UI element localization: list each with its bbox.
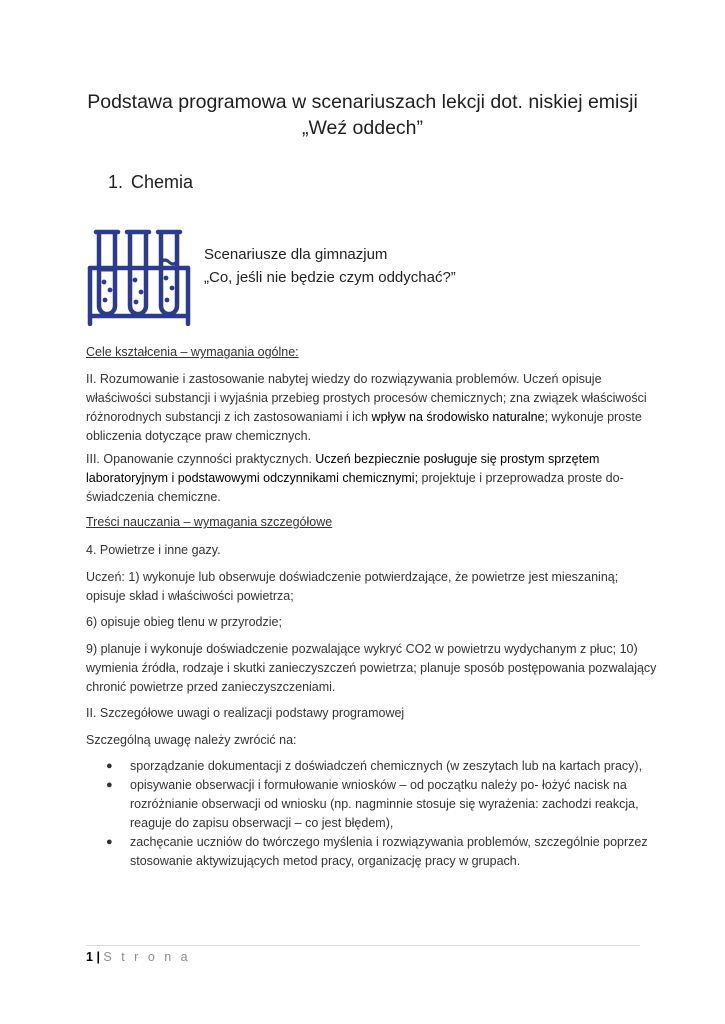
goal-3-highlight: Uczeń bezpiecznie posługuje się prostym sprzętem [315, 452, 600, 466]
goal-2-highlight: wpływ na środowisko naturalne [371, 410, 545, 424]
goal-3-text: projektuje i przeprowadza proste do- [418, 471, 624, 485]
goal-3-paragraph [86, 450, 646, 507]
bullet-item [86, 757, 646, 776]
item-1-line: Uczeń: 1) wykonuje lub obserwuje doświadczenie potwierdzające, że powietrze jest mieszaniną; [86, 570, 619, 584]
footer-divider [86, 945, 640, 946]
section-heading [108, 172, 193, 193]
bullet-item [86, 833, 646, 871]
bullet-item [86, 776, 646, 833]
content-heading: Treści nauczania – wymagania szczegółowe [86, 515, 333, 529]
item-9-line: chronić powietrze przed zanieczyszczeniami. [86, 680, 336, 694]
bullet-line: rozróżnianie obserwacji od wniosku (np. nagminnie stosuje się wyrażenia: zachodzi reakcja, [130, 797, 639, 811]
test-tubes-icon [84, 226, 194, 326]
page-number: 1 [86, 950, 93, 964]
item-9-line: wymienia źródła, rodzaje i skutki zanieczyszczeń powietrza; planuje sposób postępowania pozwalający [86, 661, 657, 675]
bullet-icon: ● [106, 836, 113, 848]
scenario-line-2: „Co, jeśli nie będzie czym oddychać?” [204, 269, 456, 286]
remarks-heading: II. Szczegółowe uwagi o realizacji podstawy programowej [86, 706, 405, 720]
bullet-line: reaguje do zapisu obserwacji – co jest błędem), [130, 816, 394, 830]
bullet-line: opisywanie obserwacji i formułowanie wniosków – od początku należy po- łożyć nacisk na [130, 778, 627, 792]
goals-heading: Cele kształcenia – wymagania ogólne: [86, 345, 299, 359]
footer-separator: | [96, 950, 100, 964]
item-6: 6) opisuje obieg tlenu w przyrodzie; [86, 615, 282, 629]
goal-3-text: III. Opanowanie czynności praktycznych. [86, 452, 316, 466]
page-label: S t r o n a [103, 950, 191, 964]
page-footer [86, 950, 191, 964]
goal-2-line: II. Rozumowanie i zastosowanie nabytej wiedzy do rozwiązywania problemów. Uczeń opisuje [86, 372, 602, 386]
attention-text: Szczególną uwagę należy zwrócić na: [86, 733, 297, 747]
item-9-paragraph [86, 640, 657, 697]
goal-3-line [86, 469, 646, 488]
bullet-icon: ● [106, 779, 113, 791]
section-number: 1. [108, 172, 124, 192]
goal-3-line [86, 450, 646, 469]
goal-2-line: obliczenia dotyczące praw chemicznych. [86, 429, 312, 443]
bullet-icon: ● [106, 760, 113, 772]
document-title-line-2: „Weź oddech” [301, 117, 424, 139]
bullet-line: zachęcanie uczniów do twórczego myślenia i rozwiązywania problemów, szczególnie poprzez [130, 835, 648, 849]
goal-2-line [86, 408, 646, 427]
document-title-line-1: Podstawa programowa w scenariuszach lekcji dot. niskiej emisji [87, 91, 638, 113]
goal-2-paragraph [86, 370, 646, 446]
bullet-line: stosowanie aktywizujących metod pracy, organizację pracy w grupach. [130, 854, 521, 868]
goal-3-highlight: laboratoryjnym i podstawowymi odczynnikami chemicznymi; [86, 471, 419, 485]
goal-2-text: różnorodnych substancji z ich zastosowaniami i ich [86, 410, 372, 424]
section-label: Chemia [131, 172, 194, 192]
item-1-line: opisuje skład i właściwości powietrza; [86, 589, 294, 603]
goal-2-line: właściwości substancji i wyjaśnia przebieg prostych procesów chemicznych; zna związek właściwości [86, 391, 647, 405]
goal-2-text: ; wykonuje proste [544, 410, 642, 424]
item-9-line: 9) planuje i wykonuje doświadczenie pozwalające wykryć CO2 w powietrzu wydychanym z płuc; 10) [86, 642, 638, 656]
bullet-list [86, 757, 646, 871]
bullet-line: sporządzanie dokumentacji z doświadczeń chemicznych (w zeszytach lub na kartach pracy), [130, 759, 643, 773]
item-4: 4. Powietrze i inne gazy. [86, 543, 221, 557]
item-1-paragraph [86, 568, 646, 606]
goal-3-line: świadczenia chemiczne. [86, 490, 221, 504]
scenario-line-1: Scenariusze dla gimnazjum [204, 246, 388, 263]
